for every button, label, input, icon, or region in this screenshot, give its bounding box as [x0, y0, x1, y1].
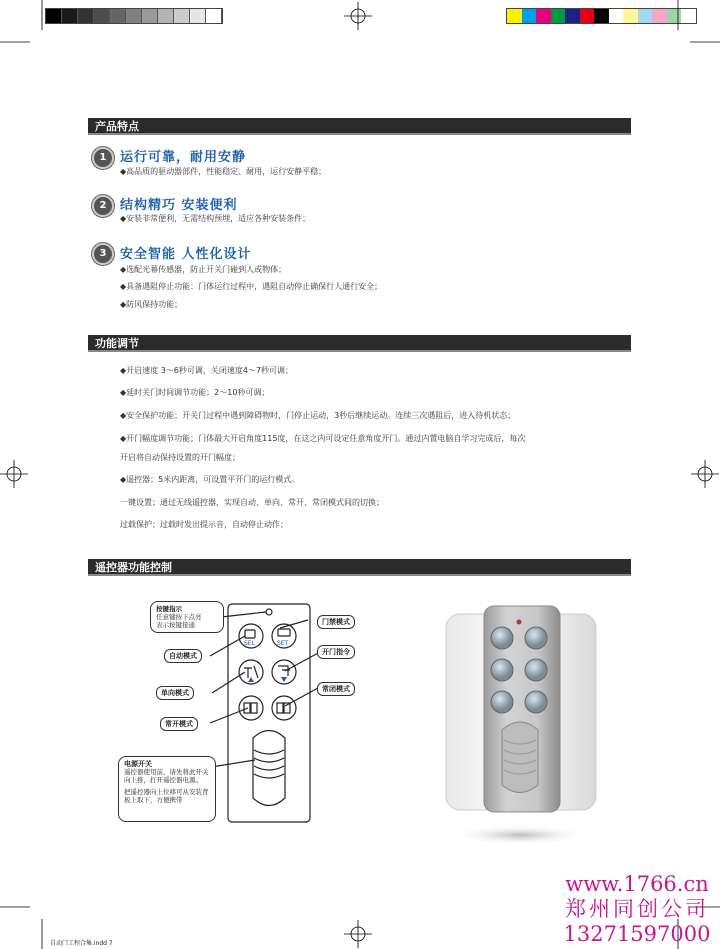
function-line: ◆遥控器；5米内距离，可设置平开门的运行模式。 [120, 475, 300, 484]
function-line: ◆开门幅度调节功能；门体最大开启角度115度，在这之内可设定任意角度开门。通过内置电脑自学习完成后，每次 [120, 434, 526, 443]
function-line: 一键设置；通过无线遥控器，实现自动、单向、常开、常闭模式间的切换； [120, 498, 384, 507]
callout-oneway-mode: 单向模式 [156, 686, 194, 700]
section-header-features: 产品特点 [88, 118, 631, 135]
watermark-phone: 13271597000 [563, 922, 711, 946]
function-line: ◆开启速度 3～6秒可调，关闭速度4～7秒可调； [120, 366, 294, 375]
section-header-functions: 功能调节 [88, 335, 631, 352]
sel-label: SEL [244, 640, 255, 647]
callout-access-mode: 门禁模式 [317, 615, 355, 629]
feature-title: 结构精巧 安装便利 [120, 198, 238, 213]
footer-filename: 自动门工程合集.indd 7 [50, 940, 113, 947]
feature-title: 安全智能 人性化设计 [120, 247, 252, 262]
feature-number-badge: 3 [92, 243, 114, 265]
callout-open-command: 开门指令 [317, 645, 355, 659]
function-line: 过载保护；过载时发出提示音，自动停止动作； [120, 520, 288, 529]
indicator-led-icon [266, 609, 272, 615]
watermark-company: 郑州同创公司 [565, 897, 709, 921]
callout-holdclose-mode: 常闭模式 [317, 682, 355, 696]
feature-line: ◆高品质的驱动器部件，性能稳定、耐用，运行安静平稳； [120, 167, 327, 176]
feature-line: ◆安装非常便利，无需结构预埋，适应各种安装条件； [120, 214, 311, 223]
feature-number-badge: 1 [92, 147, 114, 169]
callout-auto-mode: 自动模式 [164, 649, 202, 663]
callout-holdopen-mode: 常开模式 [160, 717, 198, 731]
remote-photo [440, 600, 600, 850]
callout-power-switch: 电源开关 遥控器使用前，请先将此开关 向上推，打开遥控器电源。 把遥控器向上位移可从安装背 板上取下，方便携带 [118, 756, 216, 822]
function-line: 开启将自动保持设置的开门幅度； [120, 453, 240, 462]
set-label: SET [277, 640, 289, 647]
feature-line: ◆防风保持功能； [120, 300, 183, 309]
feature-number-badge: 2 [92, 195, 114, 217]
function-line: ◆延时关门时间调节功能；2～10秒可调； [120, 388, 270, 397]
feature-title: 运行可靠，耐用安静 [120, 150, 247, 165]
function-line: ◆安全保护功能；开关门过程中遇到障碍物时，门停止运动，3秒后继续运动。连续三次遇阻后，进入待机状态； [120, 411, 516, 420]
callout-indicator: 按键指示 任意键按下点亮 表示按键接通 [150, 601, 224, 633]
watermark-url: www.1766.cn [565, 872, 709, 896]
feature-line: ◆选配光幕传感器，防止开关门碰到人或物体； [120, 265, 287, 274]
section-header-remote: 遥控器功能控制 [88, 559, 631, 576]
feature-line: ◆具备遇阻停止功能：门体运行过程中，遇阻自动停止确保行人通行安全； [120, 282, 383, 291]
